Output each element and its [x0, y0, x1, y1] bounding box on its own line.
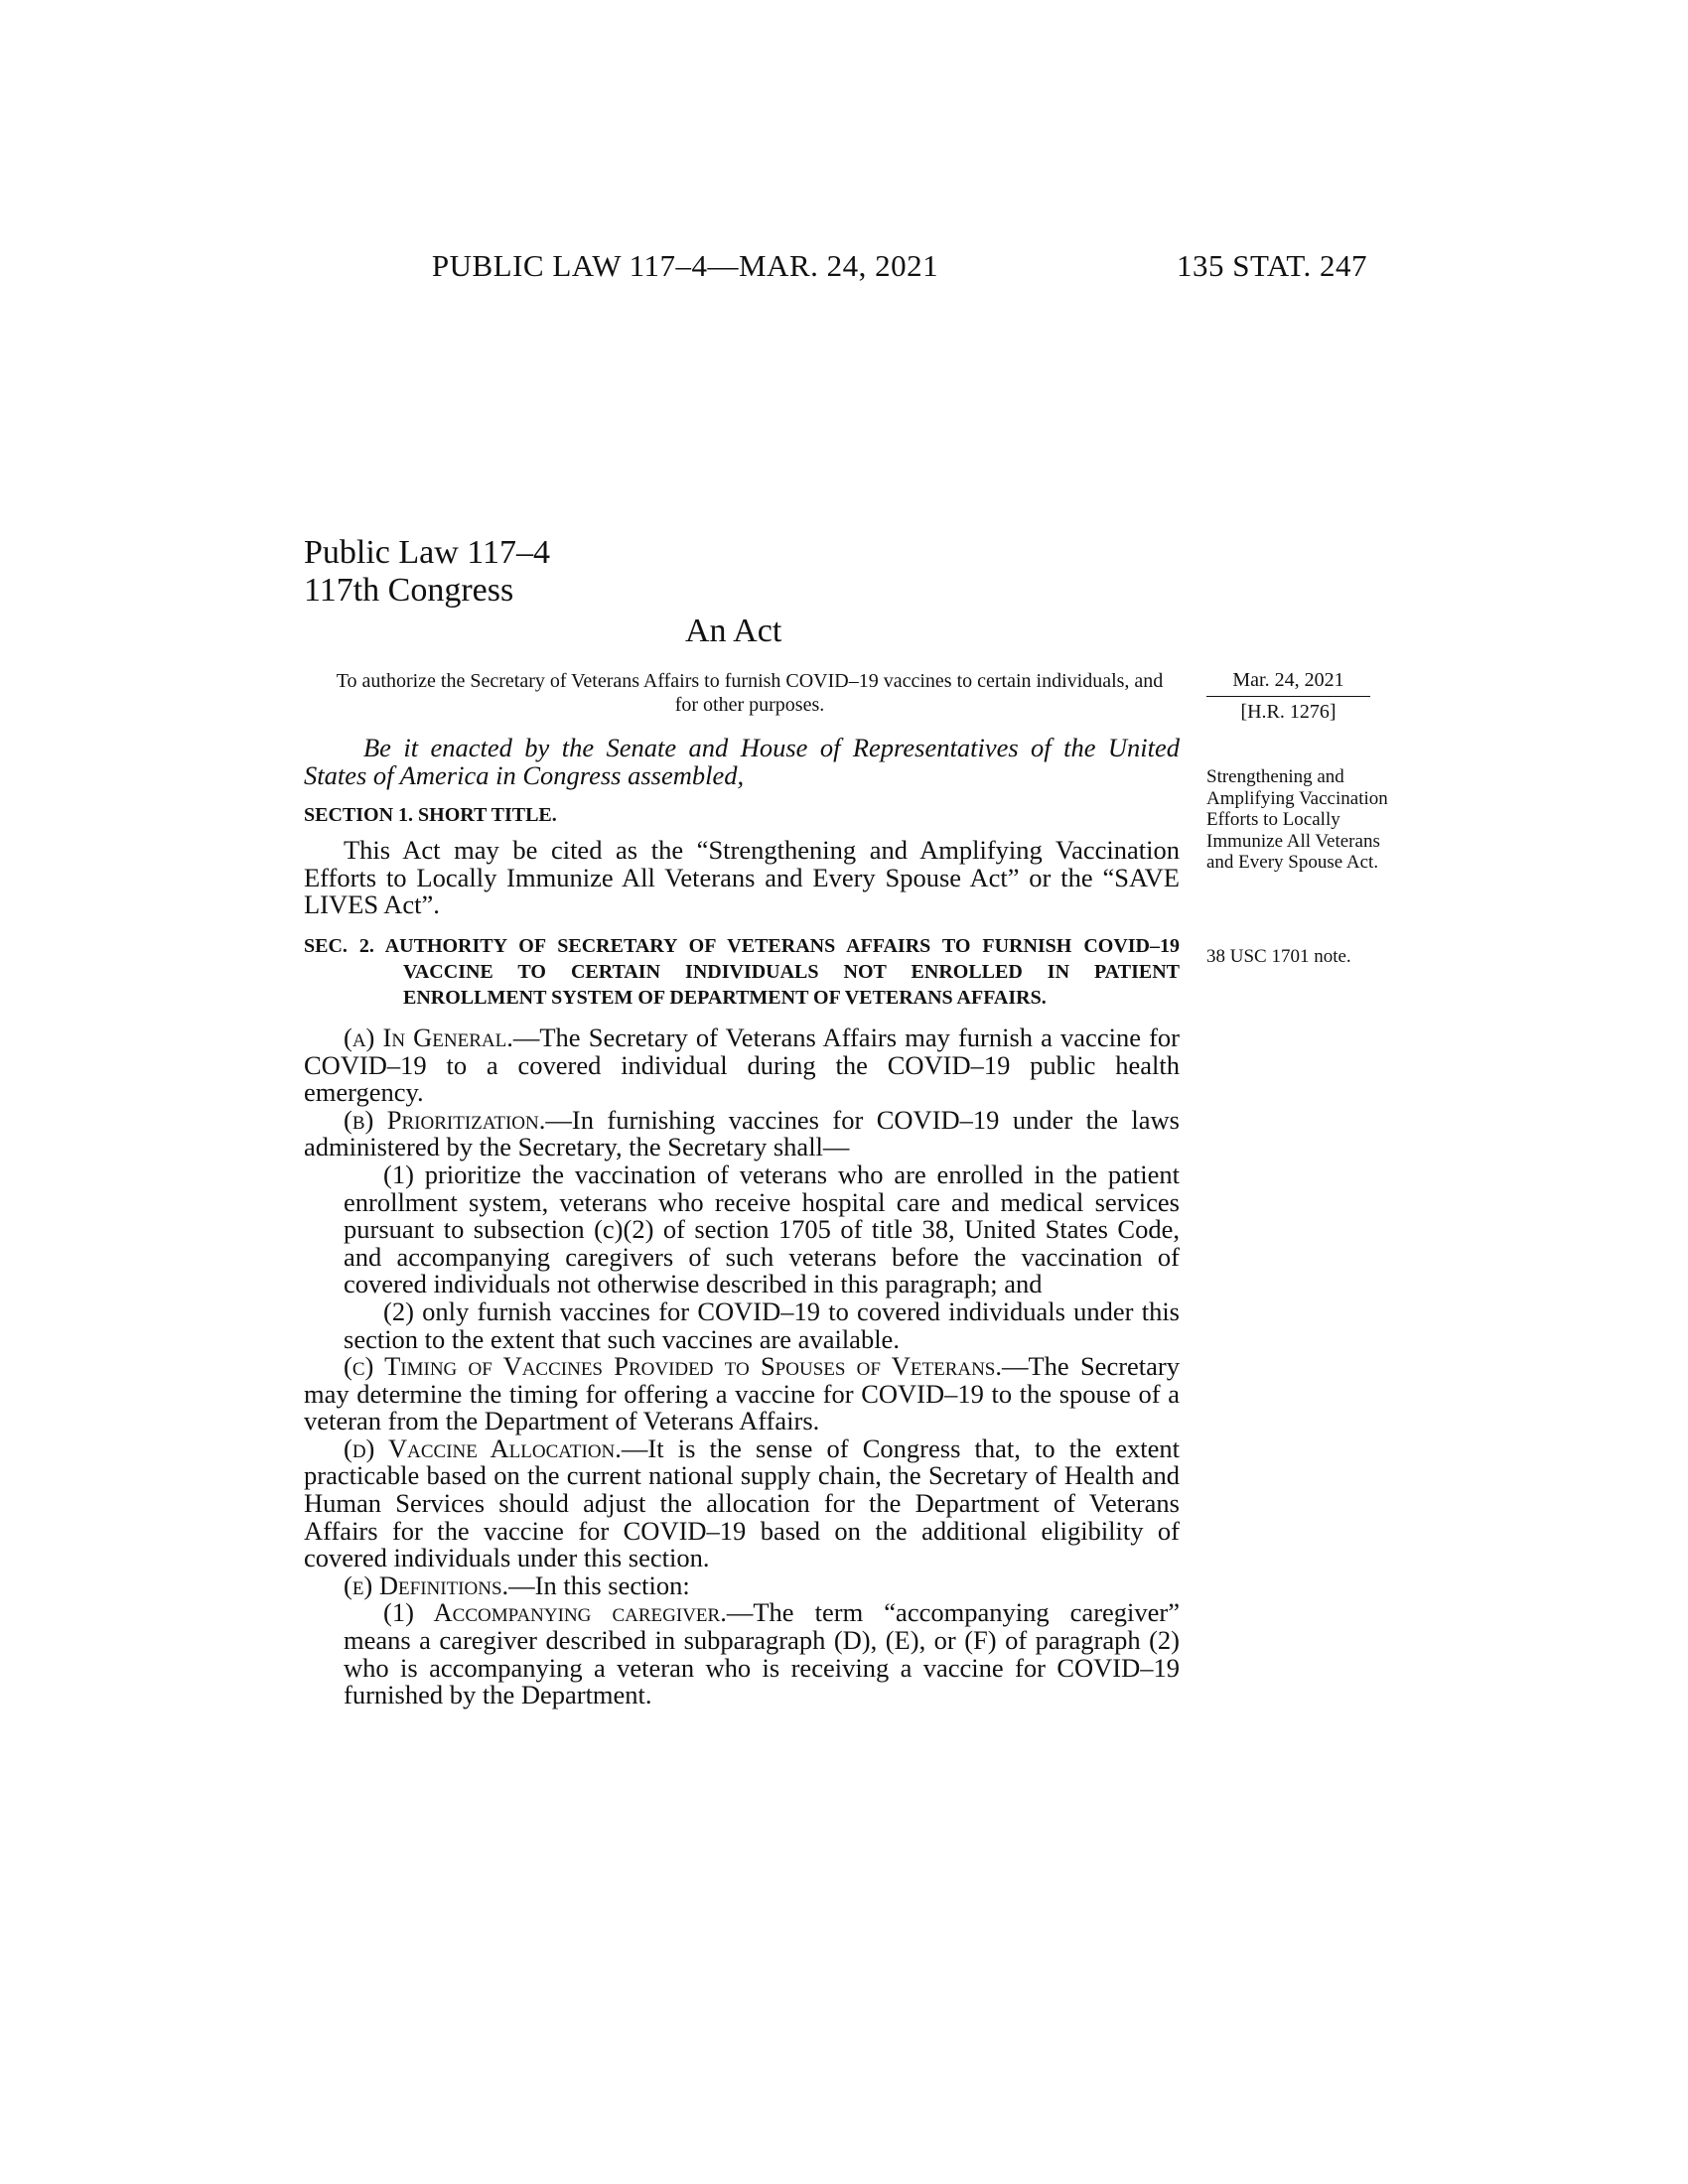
subsection-a-text: —The Secretary of Veterans Affairs may furnish a vaccine for COVID–19 to a covered individual during the COVID–19 public health emergency.: [304, 1022, 1180, 1108]
margin-bill-number: [H.R. 1276]: [1240, 701, 1336, 723]
paragraph-e1-text: —The term “accompanying caregiver” means a caregiver described in subparagraph (D), (E), or (F) of paragraph (2) who is accompanying a veteran who is receiving a vaccine for COVID–19 furnished by the Department.: [344, 1597, 1181, 1710]
congress-number: 117th Congress: [304, 572, 514, 609]
paragraph-e1: [304, 1599, 1180, 1708]
subsection-b-label: (b) Prioritization.: [344, 1104, 546, 1135]
paragraph-b1: (1) prioritize the vaccination of veterans who are enrolled in the patient enrollment system, veterans who receive hospital care and medical services pursuant to subsection (c)(2) of section 1705 of title 38, United States Code, and accompanying caregivers of such veterans before the vaccination of covered individuals not otherwise described in this paragraph; and: [344, 1159, 1180, 1299]
subsection-d-label: (d) Vaccine Allocation.: [344, 1433, 622, 1463]
subsection-c-label: (c) Timing of Vaccines Provided to Spouses of Veterans.: [344, 1351, 1002, 1382]
running-header-page: 135 STAT. 247: [1176, 248, 1367, 283]
subsection-b-text: —In furnishing vaccines for COVID–19 under the laws administered by the Secretary, the Secretary shall—: [304, 1104, 1180, 1162]
subsection-a-label: (a) In General.: [344, 1022, 513, 1052]
section-1-heading: SECTION 1. SHORT TITLE.: [304, 804, 557, 827]
enacting-clause: Be it enacted by the Senate and House of Representatives of the United States of America in Congress assembled,: [304, 733, 1180, 790]
paragraph-b2: (2) only furnish vaccines for COVID–19 to covered individuals under this section to the extent that such vaccines are available.: [344, 1296, 1180, 1354]
subsection-e: [304, 1572, 1180, 1600]
subsection-e-label: (e) Definitions.: [344, 1570, 509, 1600]
running-header-law: PUBLIC LAW 117–4—MAR. 24, 2021: [431, 248, 939, 283]
paragraph-e1-label: (1) Accompanying caregiver.: [383, 1597, 727, 1628]
margin-usc-note: 38 USC 1701 note.: [1206, 946, 1351, 967]
subsection-e-text: —In this section:: [508, 1570, 690, 1600]
section-1-text: This Act may be cited as the “Strengthening and Amplifying Vaccination Efforts to Locally Immunize All Veterans and Every Spouse Act” or the “SAVE LIVES Act”.: [304, 835, 1180, 920]
law-body: [304, 735, 1180, 1709]
act-purpose: To authorize the Secretary of Veterans Affairs to furnish COVID–19 vaccines to certain individuals, and for other purposes.: [336, 670, 1164, 716]
subsection-d-text: —It is the sense of Congress that, to the extent practicable based on the current national supply chain, the Secretary of Health and Human Services should adjust the allocation for the Department of Veterans Affairs for the vaccine for COVID–19 based on the additional eligibility of covered individuals under this section.: [304, 1433, 1180, 1573]
act-heading: An Act: [685, 613, 782, 649]
subsection-c: [304, 1353, 1180, 1435]
subsection-b: [304, 1104, 1180, 1162]
margin-short-title-note: Strengthening and Amplifying Vaccination Efforts to Locally Immunize All Veterans and Every Spouse Act.: [1206, 766, 1388, 873]
section-2-heading: SEC. 2. AUTHORITY OF SECRETARY OF VETERANS AFFAIRS TO FURNISH COVID–19 VACCINE TO CERTAIN INDIVIDUALS NOT ENROLLED IN PATIENT ENROLLMENT SYSTEM OF DEPARTMENT OF VETERANS AFFAIRS.: [304, 934, 1180, 1009]
margin-date: Mar. 24, 2021: [1206, 669, 1370, 697]
public-law-number: Public Law 117–4: [304, 534, 551, 571]
law-designation: [304, 534, 550, 610]
subsection-a: [304, 1024, 1180, 1107]
subsection-d: [304, 1435, 1180, 1572]
subsection-c-text: —The Secretary may determine the timing for offering a vaccine for COVID–19 to the spouse of a veteran from the Department of Veterans Affairs.: [304, 1351, 1180, 1436]
